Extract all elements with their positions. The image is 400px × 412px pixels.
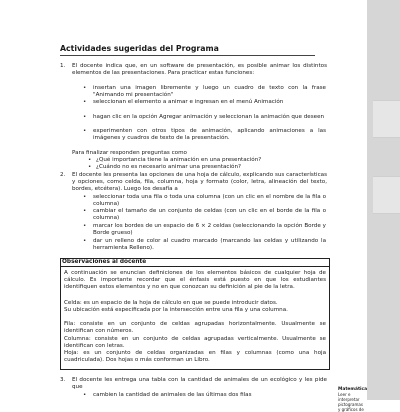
bullet-text: seleccionar toda una fila o toda una columna (con un clic en el nombre de la fila o columna) [93, 194, 326, 208]
bullet-text: cambiar el tamaño de un conjunto de celdas (con un clic en el borde de la fila o columna) [93, 208, 326, 222]
bullet-text: hagan clic en la opción Agregar animación y seleccionan la animación que deseen [93, 114, 325, 120]
bullet-icon: • [88, 157, 92, 163]
bullet-icon: • [83, 99, 87, 105]
item-number: 2. [60, 172, 66, 178]
bullet-icon: • [88, 164, 92, 170]
bullet-icon: • [83, 238, 87, 244]
observaciones-heading: Observaciones al docente [62, 259, 147, 265]
bullet-icon: • [83, 392, 87, 398]
item-number: 3. [60, 377, 66, 383]
side-note-title: Matemática [338, 387, 368, 392]
observaciones-paragraph: A continuación se enuncian definiciones de los elementos básicos de cualquier hoja de cálculo. Es importante recordar que el énfasis está puesto en que los estudiantes identifiquen estos elementos y no en que conozcan su definición al pie de la letra. [64, 270, 326, 291]
bullet-icon: • [83, 223, 87, 229]
bullet-text: marcar los bordes de un espacio de 6 × 2 celdas (seleccionando la opción Borde y Borde grueso) [93, 223, 326, 237]
title-underline [60, 55, 315, 56]
bullet-text: seleccionan el elemento a animar e ingresan en el menú Animación [93, 99, 284, 105]
definition-line: Columna: consiste en un conjunto de celdas agrupadas verticalmente. Usualmente se identifican con letras. [64, 336, 326, 350]
side-note [338, 386, 366, 412]
closing-text: Para finalizar responden preguntas como [72, 150, 187, 156]
item-intro: El docente indica que, en un software de presentación, es posible animar los distintos elementos de las presentaciones. Para practicar estas funciones: [72, 63, 327, 77]
bullet-icon: • [83, 85, 87, 91]
question-text: ¿Qué importancia tiene la animación en una presentación? [96, 157, 262, 163]
bullet-icon: • [83, 208, 87, 214]
definition-line: Fila: consiste en un conjunto de celdas agrupadas horizontalmente. Usualmente se identifican con números. [64, 321, 326, 335]
side-note-text: Leer e interpretar pictogramas y gráficos de [338, 392, 364, 412]
section-title: Actividades sugeridas del Programa [60, 44, 219, 53]
right-margin-tab [373, 176, 400, 214]
definition-line: Hoja: es un conjunto de celdas organizadas en filas y columnas (como una hoja cuadriculada). Dos hojas o más conforman un Libro. [64, 350, 326, 364]
bullet-text: dar un relleno de color al cuadro marcado (marcando las celdas y utilizando la herramienta Relleno). [93, 238, 326, 252]
definition-line: Su ubicación está especificada por la intersección entre una fila y una columna. [64, 307, 288, 313]
right-margin-tab [373, 100, 400, 138]
bullet-text: insertan una imagen libremente y luego un cuadro de texto con la frase "Animando mi presentación" [93, 85, 326, 99]
bullet-icon: • [83, 194, 87, 200]
item-intro: El docente les presenta las opciones de una hoja de cálculo, explicando sus características y opciones, como celda, fila, columna, hoja y formato (color, letra, alineación del texto, bordes, etcétera). Luego los desafía a [72, 172, 327, 193]
bullet-icon: • [83, 114, 87, 120]
item-number: 1. [60, 63, 66, 69]
bullet-text: experimenten con otros tipos de animación, aplicando animaciones a las imágenes y cuadros de texto de la presentación. [93, 128, 326, 142]
bullet-text: cambien la cantidad de animales de las últimas dos filas [93, 392, 252, 398]
question-text: ¿Cuándo no es necesario animar una presentación? [96, 164, 241, 170]
observaciones-divider [60, 266, 330, 267]
definition-line: Celda: es un espacio de la hoja de cálculo en que se puede introducir datos. [64, 300, 278, 306]
bullet-icon: • [83, 128, 87, 134]
item-intro: El docente les entrega una tabla con la cantidad de animales de un ecológico y les pide que [72, 377, 327, 391]
